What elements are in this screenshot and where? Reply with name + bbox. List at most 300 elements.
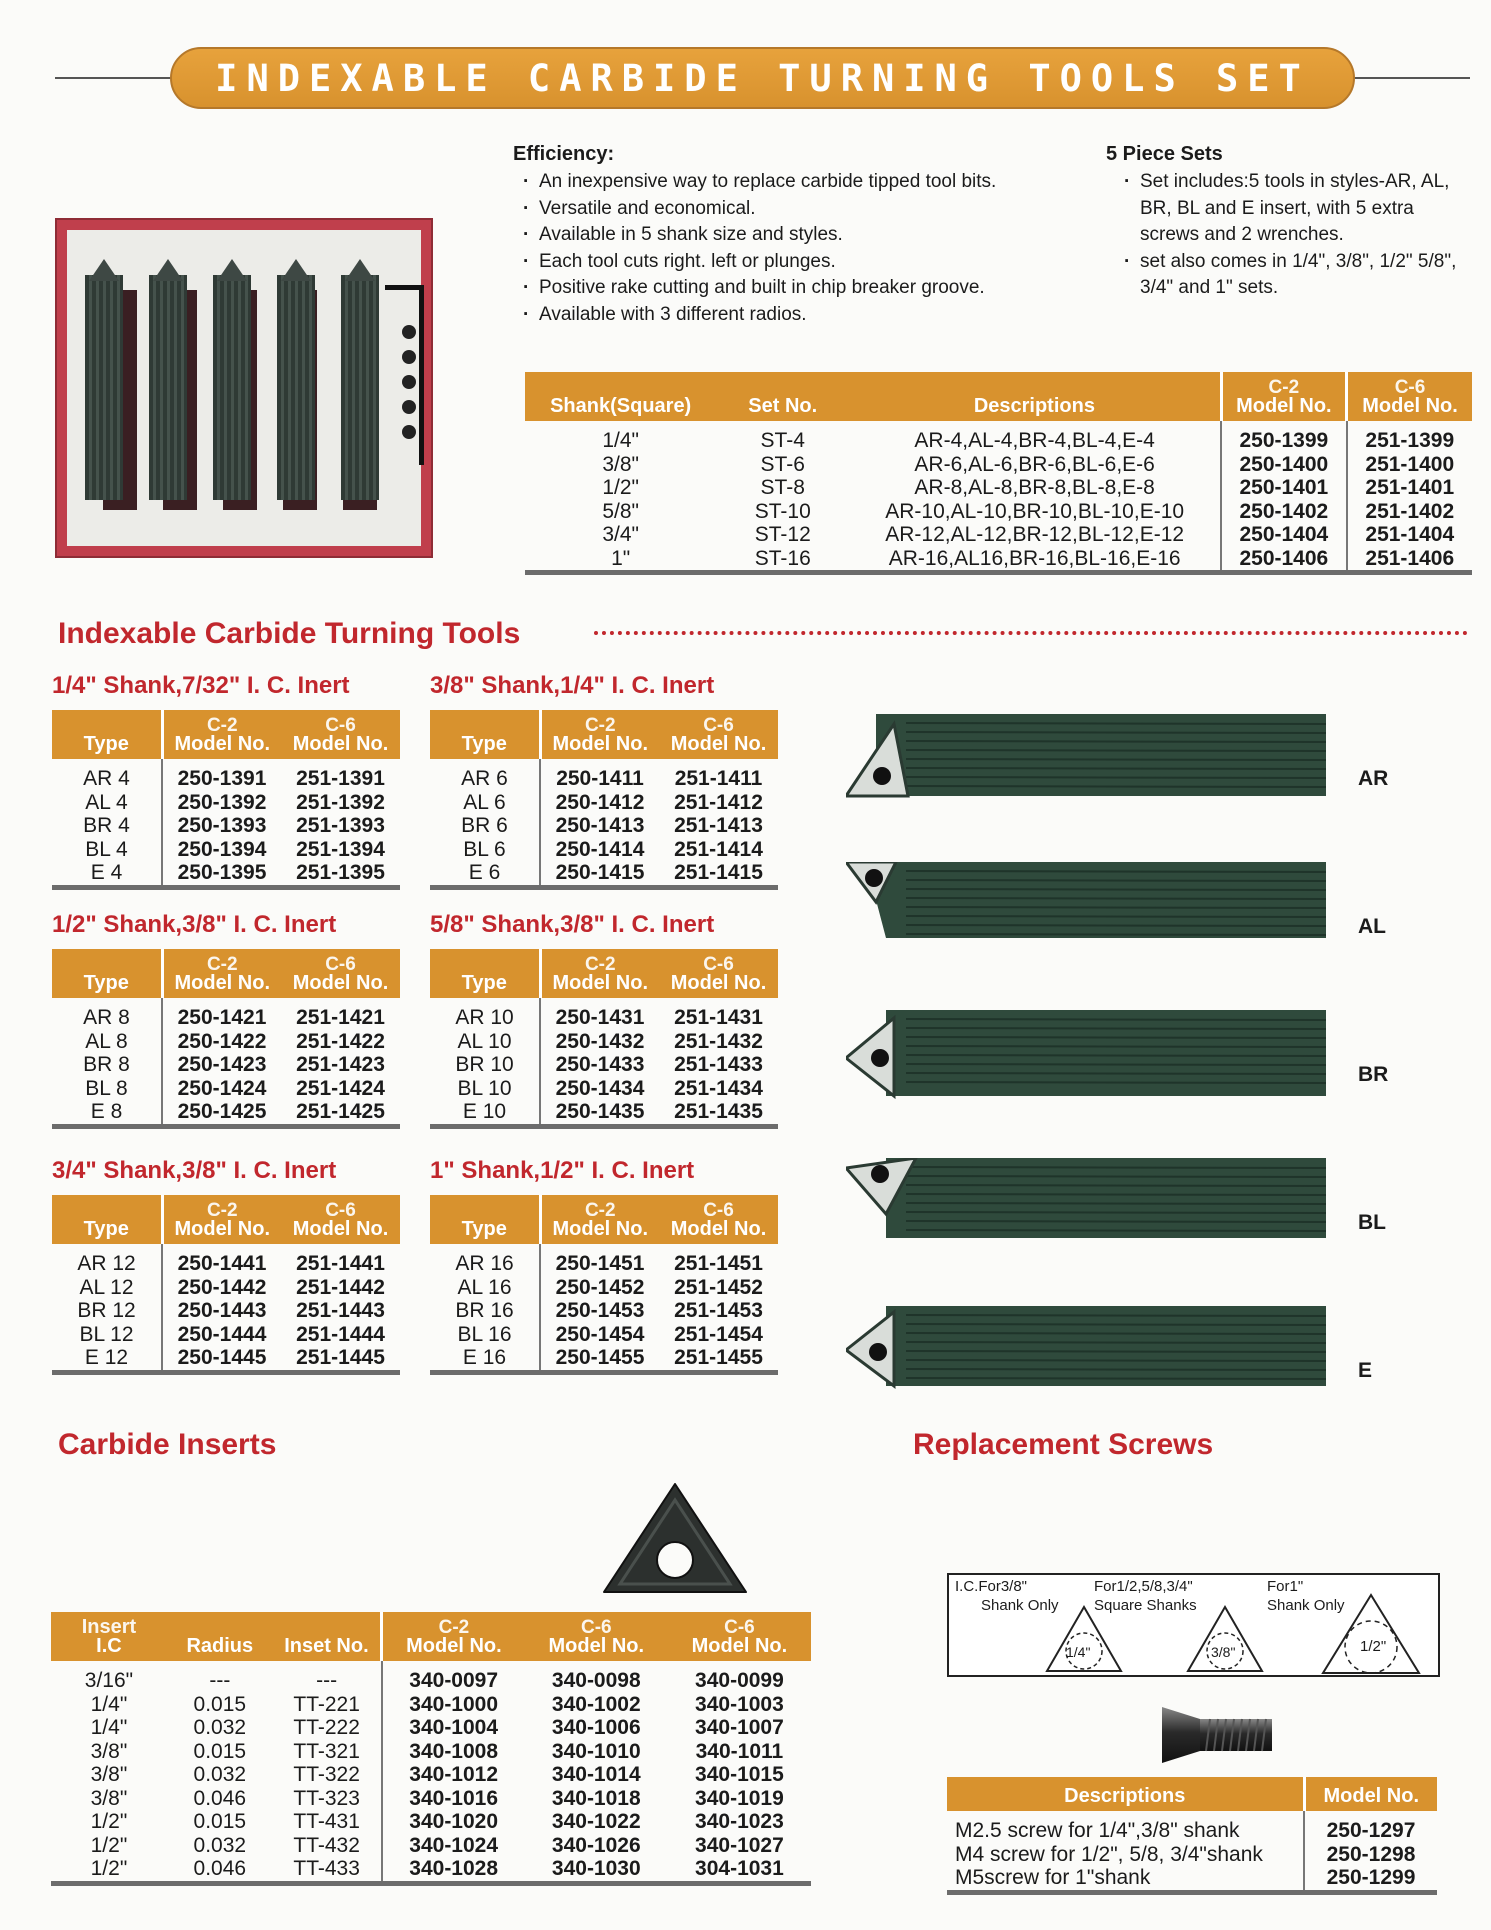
c6-model-cell: 340-1015 xyxy=(695,1763,784,1786)
model-label: Model No. xyxy=(292,733,389,755)
radius-cell: 0.032 xyxy=(193,1763,247,1786)
screw-description-cell: M2.5 screw for 1/4",3/8" shank xyxy=(955,1819,1240,1842)
type-cell: AR 12 xyxy=(77,1252,136,1275)
c2-model-cell: 250-1404 xyxy=(1221,523,1346,547)
table-row xyxy=(430,814,778,838)
col-c2-model xyxy=(162,949,281,998)
type-cell: BL 4 xyxy=(85,837,128,861)
table-row xyxy=(430,998,778,1030)
col-c2-model xyxy=(540,1195,659,1244)
c2-label: C-2 xyxy=(584,954,616,975)
screw-description-cell: M4 screw for 1/2", 5/8, 3/4"shank xyxy=(955,1842,1263,1866)
col-type: Type xyxy=(52,710,162,759)
c6-label: C-6 xyxy=(703,715,734,736)
diagram-caption: Shank Only xyxy=(1267,1597,1345,1614)
c2-model-cell: 250-1432 xyxy=(540,1030,659,1054)
model-label: Model No. xyxy=(174,1218,271,1240)
c6-model-cell: 251-1392 xyxy=(296,790,385,814)
type-cell: E 16 xyxy=(462,1346,507,1369)
col-shank: Shank(Square) xyxy=(525,372,716,421)
table-row xyxy=(51,1716,811,1740)
table-row xyxy=(525,500,1472,524)
screw-description-cell: M5screw for 1"shank xyxy=(955,1866,1151,1889)
c6-model-cell: 251-1435 xyxy=(674,1100,763,1123)
insert-ic-cell: 1/2" xyxy=(90,1810,128,1833)
type-cell: AL 12 xyxy=(79,1275,134,1299)
col-model-no: Model No. xyxy=(1304,1777,1437,1811)
c2-model-cell: 250-1425 xyxy=(162,1100,281,1126)
type-cell: E 12 xyxy=(84,1346,129,1369)
tool-style-label: E xyxy=(1358,1359,1373,1382)
c6-model-cell: 251-1415 xyxy=(674,861,763,884)
c2-model-cell: 250-1423 xyxy=(162,1053,281,1077)
c2-model-cell: 250-1411 xyxy=(540,759,659,791)
c2-model-cell: 250-1455 xyxy=(540,1346,659,1372)
col-c6-model xyxy=(281,710,400,759)
table-row xyxy=(430,1346,778,1372)
piece-sets-item: · set also comes in 1/4", 3/8", 1/2" 5/8", 3/4" and 1" sets. xyxy=(1106,249,1476,302)
type-cell: AR 4 xyxy=(83,767,130,790)
c6-model-cell: 340-1023 xyxy=(695,1810,784,1833)
radius-cell: --- xyxy=(209,1669,231,1692)
screw-model-cell: 250-1298 xyxy=(1304,1843,1437,1867)
c6-model-cell: 251-1402 xyxy=(1347,500,1472,524)
insert-ic-cell: 1/2" xyxy=(90,1833,128,1857)
model-label: Model No. xyxy=(552,1218,649,1240)
c6-model-cell: 251-1424 xyxy=(296,1076,385,1100)
piece-sets-item: · Set includes:5 tools in styles-AR, AL, BR, BL and E insert, with 5 extra screws and 2 wrenches. xyxy=(1106,169,1476,249)
c6-label: C-6 xyxy=(325,954,356,975)
efficiency-item: · An inexpensive way to replace carbide tipped tool bits. xyxy=(513,169,1103,196)
shank-group-title: 1" Shank,1/2" I. C. Inert xyxy=(430,1157,695,1184)
c2-model-cell: 250-1400 xyxy=(1221,453,1346,477)
c2-model-cell: 250-1394 xyxy=(162,838,281,862)
tool-al-drawing xyxy=(846,862,1338,954)
set-no-cell: ST-8 xyxy=(760,476,805,499)
c2-model-cell: 340-1012 xyxy=(382,1763,525,1787)
table-row xyxy=(430,1100,778,1126)
c6-model-cell: 251-1444 xyxy=(296,1322,385,1346)
c6-label: C-6 xyxy=(703,954,734,975)
c2-label: C-2 xyxy=(1268,377,1300,398)
c2-model-cell: 250-1415 xyxy=(540,861,659,887)
tool-style-label: AR xyxy=(1358,767,1389,790)
table-row xyxy=(51,1787,811,1811)
c6-model-cell: 251-1395 xyxy=(296,861,385,884)
triangle-icon xyxy=(1321,1593,1421,1675)
type-cell: E 10 xyxy=(462,1100,507,1123)
c2-model-cell: 250-1445 xyxy=(162,1346,281,1372)
c6-label: C-6 xyxy=(325,1200,356,1221)
description-cell: AR-12,AL-12,BR-12,BL-12,E-12 xyxy=(885,523,1185,546)
col-type: Type xyxy=(52,949,162,998)
screw-model-cell: 250-1299 xyxy=(1304,1866,1437,1892)
c6-model-cell: 251-1452 xyxy=(674,1275,763,1299)
c6-model-cell: 251-1431 xyxy=(674,1006,763,1029)
c6-model-cell: 251-1399 xyxy=(1347,421,1472,453)
c6-model-cell: 340-1011 xyxy=(695,1739,784,1763)
diagram-caption: For1/2,5/8,3/4" xyxy=(1094,1578,1193,1595)
col-inset-no: Inset No. xyxy=(273,1612,382,1661)
c6-model-cell: 251-1406 xyxy=(1347,547,1472,573)
c6-label: C-6 xyxy=(580,1617,612,1638)
table-row xyxy=(51,1763,811,1787)
table-row xyxy=(52,1077,400,1101)
table-row xyxy=(51,1834,811,1858)
table-row xyxy=(430,1299,778,1323)
carbide-insert-icon xyxy=(600,1480,750,1600)
diagram-caption: Square Shanks xyxy=(1094,1597,1197,1614)
turning-tool-table xyxy=(52,1195,400,1375)
inset-no-cell: TT-433 xyxy=(293,1857,360,1880)
c6-model-cell: 251-1421 xyxy=(296,1006,385,1029)
c2-model-cell: 250-1434 xyxy=(540,1077,659,1101)
c2-model-cell: 250-1431 xyxy=(540,998,659,1030)
radius-cell: 0.015 xyxy=(193,1692,247,1716)
table-row xyxy=(525,453,1472,477)
c2-model-cell: 250-1421 xyxy=(162,998,281,1030)
model-label: Model No. xyxy=(548,1635,645,1657)
table-row xyxy=(430,759,778,791)
description-cell: AR-6,AL-6,BR-6,BL-6,E-6 xyxy=(914,452,1155,476)
c6-model-cell: 251-1455 xyxy=(674,1346,763,1369)
c2-model-cell: 250-1451 xyxy=(540,1244,659,1276)
c2-model-cell: 250-1454 xyxy=(540,1323,659,1347)
model-label: Model No. xyxy=(691,1635,788,1657)
piece-sets-section xyxy=(1106,143,1476,302)
type-cell: AL 8 xyxy=(85,1029,128,1053)
model-label: Model No. xyxy=(406,1635,502,1657)
screw-model-cell: 250-1297 xyxy=(1304,1811,1437,1843)
table-row xyxy=(947,1811,1437,1843)
c2-model-cell: 250-1435 xyxy=(540,1100,659,1126)
table-row xyxy=(52,1100,400,1126)
efficiency-item: · Positive rake cutting and built in chip breaker groove. xyxy=(513,275,1103,302)
efficiency-section xyxy=(513,143,1103,328)
col-c6-model xyxy=(659,949,778,998)
tool-style-label: AL xyxy=(1358,915,1386,938)
shank-cell: 3/8" xyxy=(602,452,639,476)
table-row xyxy=(430,1323,778,1347)
col-c6-model xyxy=(659,710,778,759)
c2-model-cell: 250-1413 xyxy=(540,814,659,838)
ic-label: I.C xyxy=(96,1635,122,1657)
c2-model-cell: 250-1414 xyxy=(540,838,659,862)
table-row xyxy=(52,1323,400,1347)
type-cell: AR 6 xyxy=(461,767,508,790)
table-row xyxy=(947,1866,1437,1892)
insert-ic-cell: 3/8" xyxy=(90,1786,128,1810)
c2-label: C-2 xyxy=(584,1200,616,1221)
replacement-screws-title: Replacement Screws xyxy=(913,1428,1214,1461)
c2-model-cell: 340-1008 xyxy=(382,1740,525,1764)
tool-bl-drawing xyxy=(846,1158,1338,1250)
c6-model-cell: 251-1413 xyxy=(674,814,763,837)
tool-set-photo xyxy=(55,218,433,558)
inset-no-cell: TT-321 xyxy=(293,1739,360,1763)
table-row xyxy=(52,838,400,862)
radius-cell: 0.046 xyxy=(193,1786,247,1810)
c2-model-cell: 250-1424 xyxy=(162,1077,281,1101)
carbide-inserts-title: Carbide Inserts xyxy=(58,1428,277,1461)
c6-model-cell: 340-1019 xyxy=(695,1786,784,1810)
type-cell: BR 8 xyxy=(83,1053,130,1076)
c2-model-cell: 340-1000 xyxy=(382,1693,525,1717)
table-row xyxy=(52,791,400,815)
col-c6-model xyxy=(281,949,400,998)
efficiency-item: · Each tool cuts right. left or plunges. xyxy=(513,249,1103,276)
set-no-cell: ST-16 xyxy=(754,546,811,570)
shank-group-title: 3/8" Shank,1/4" I. C. Inert xyxy=(430,672,715,699)
table-row xyxy=(51,1857,811,1883)
c6-model-cell: 340-0099 xyxy=(695,1669,784,1692)
turning-tool-table xyxy=(52,949,400,1129)
c2-model-cell: 250-1412 xyxy=(540,791,659,815)
c6-model-cell: 340-1014 xyxy=(551,1763,641,1786)
set-no-cell: ST-6 xyxy=(760,452,805,476)
set-no-cell: ST-4 xyxy=(760,429,805,452)
radius-cell: 0.015 xyxy=(193,1810,247,1833)
c2-model-cell: 250-1392 xyxy=(162,791,281,815)
c2-label: C-2 xyxy=(438,1617,470,1638)
c6-model-cell: 251-1411 xyxy=(674,767,763,790)
c2-model-cell: 250-1395 xyxy=(162,861,281,887)
c2-model-cell: 250-1441 xyxy=(162,1244,281,1276)
col-c6-model xyxy=(281,1195,400,1244)
c2-model-cell: 250-1433 xyxy=(540,1053,659,1077)
inset-no-cell: TT-431 xyxy=(293,1810,360,1833)
shank-cell: 5/8" xyxy=(602,499,639,523)
c6-model-cell: 251-1443 xyxy=(296,1299,385,1322)
model-label: Model No. xyxy=(174,972,271,994)
c2-model-cell: 250-1442 xyxy=(162,1276,281,1300)
model-label: Model No. xyxy=(670,1218,767,1240)
table-row xyxy=(52,998,400,1030)
c2-model-cell: 250-1402 xyxy=(1221,500,1346,524)
c6-label: C-6 xyxy=(703,1200,734,1221)
c6-model-cell: 251-1394 xyxy=(296,837,385,861)
c6-model-cell: 251-1442 xyxy=(296,1275,385,1299)
table-row xyxy=(430,1053,778,1077)
model-label: Model No. xyxy=(292,1218,389,1240)
banner-rule-left xyxy=(55,77,175,79)
description-cell: AR-8,AL-8,BR-8,BL-8,E-8 xyxy=(914,476,1155,499)
c6-model-cell: 251-1441 xyxy=(296,1252,385,1275)
insert-ic-cell: 1/4" xyxy=(90,1716,128,1739)
c6-model-cell: 251-1432 xyxy=(674,1029,763,1053)
shank-group-title: 1/2" Shank,3/8" I. C. Inert xyxy=(52,911,337,938)
type-cell: AR 8 xyxy=(83,1006,130,1029)
c6-model-cell: 340-1027 xyxy=(695,1833,784,1857)
type-cell: E 8 xyxy=(90,1100,123,1123)
ic-size-label: 1/2" xyxy=(1360,1638,1387,1655)
type-cell: AL 4 xyxy=(85,790,128,814)
c6-model-cell: 340-1007 xyxy=(695,1716,784,1739)
col-c2-model xyxy=(382,1612,525,1661)
c6-model-cell: 340-1030 xyxy=(551,1857,641,1880)
model-label: Model No. xyxy=(552,733,649,755)
shank-group-title: 3/4" Shank,3/8" I. C. Inert xyxy=(52,1157,337,1184)
col-type: Type xyxy=(52,1195,162,1244)
c6-model-cell: 251-1423 xyxy=(296,1053,385,1076)
inset-no-cell: TT-432 xyxy=(293,1833,360,1857)
efficiency-item: · Available with 3 different radios. xyxy=(513,302,1103,329)
radius-cell: 0.032 xyxy=(193,1833,247,1857)
col-c2-model xyxy=(540,949,659,998)
c2-model-cell: 340-1016 xyxy=(382,1787,525,1811)
efficiency-item: · Available in 5 shank size and styles. xyxy=(513,222,1103,249)
col-c6-model xyxy=(1347,372,1472,421)
turning-tool-table xyxy=(430,949,778,1129)
piece-sets-heading: 5 Piece Sets xyxy=(1106,143,1223,165)
type-cell: BL 6 xyxy=(463,837,506,861)
c6-model-cell: 340-1018 xyxy=(551,1786,641,1810)
table-row xyxy=(430,861,778,887)
col-insert-ic xyxy=(51,1612,167,1661)
table-row xyxy=(525,476,1472,500)
ic-size-label: 1/4" xyxy=(1066,1644,1091,1660)
c6-model-cell: 340-1006 xyxy=(551,1716,641,1739)
col-descriptions: Descriptions xyxy=(849,372,1221,421)
shank-cell: 1" xyxy=(611,546,631,570)
c2-label: C-2 xyxy=(206,715,238,736)
c2-label: C-2 xyxy=(584,715,616,736)
inset-no-cell: TT-323 xyxy=(293,1786,360,1810)
c6-model-cell: 251-1425 xyxy=(296,1100,385,1123)
c2-model-cell: 250-1452 xyxy=(540,1276,659,1300)
col-radius: Radius xyxy=(167,1612,273,1661)
c6-model-cell: 251-1422 xyxy=(296,1029,385,1053)
col-c2-model xyxy=(540,710,659,759)
radius-cell: 0.015 xyxy=(193,1739,247,1763)
type-cell: BL 12 xyxy=(79,1322,134,1346)
c2-model-cell: 340-1004 xyxy=(382,1716,525,1740)
set-table xyxy=(525,372,1472,575)
shank-cell: 3/4" xyxy=(602,523,639,546)
table-row xyxy=(430,1030,778,1054)
c2-label: C-2 xyxy=(206,954,238,975)
c6-model-cell: 340-0098 xyxy=(551,1669,641,1692)
dotted-rule xyxy=(594,631,1468,635)
type-cell: AL 16 xyxy=(457,1275,512,1299)
tool-e-drawing xyxy=(846,1306,1338,1398)
c2-model-cell: 340-1020 xyxy=(382,1810,525,1834)
c6-model-cell: 251-1412 xyxy=(674,790,763,814)
screw-size-diagram xyxy=(947,1573,1440,1677)
c6-model-cell: 340-1026 xyxy=(551,1833,641,1857)
type-cell: E 4 xyxy=(90,861,123,884)
type-cell: BR 6 xyxy=(461,814,508,837)
table-row xyxy=(52,1030,400,1054)
description-cell: AR-4,AL-4,BR-4,BL-4,E-4 xyxy=(914,429,1155,452)
c6-model-cell: 251-1454 xyxy=(674,1322,763,1346)
c2-model-cell: 250-1391 xyxy=(162,759,281,791)
type-cell: AR 10 xyxy=(455,1006,514,1029)
c6-model-cell: 251-1404 xyxy=(1347,523,1472,547)
c6-model-cell: 251-1414 xyxy=(674,837,763,861)
type-cell: BR 16 xyxy=(455,1299,514,1322)
radius-cell: 0.032 xyxy=(193,1716,247,1739)
c6-model-cell: 251-1451 xyxy=(674,1252,763,1275)
table-row xyxy=(51,1661,811,1693)
type-cell: E 6 xyxy=(468,861,501,884)
c6-model-cell: 251-1400 xyxy=(1347,453,1472,477)
c2-model-cell: 340-1024 xyxy=(382,1834,525,1858)
c6-label: C-6 xyxy=(325,715,356,736)
c2-model-cell: 250-1444 xyxy=(162,1323,281,1347)
banner-rule-right xyxy=(1350,77,1470,79)
c2-model-cell: 250-1406 xyxy=(1221,547,1346,573)
type-cell: BR 10 xyxy=(455,1053,514,1076)
efficiency-item: · Versatile and economical. xyxy=(513,196,1103,223)
c2-model-cell: 250-1401 xyxy=(1221,476,1346,500)
set-no-cell: ST-10 xyxy=(754,499,811,523)
table-row xyxy=(52,1276,400,1300)
c6-model-cell: 251-1445 xyxy=(296,1346,385,1369)
insert-ic-cell: 1/2" xyxy=(90,1857,128,1880)
insert-label: Insert xyxy=(81,1616,137,1638)
table-row xyxy=(430,1077,778,1101)
turning-tool-table xyxy=(430,1195,778,1375)
col-c6-model xyxy=(525,1612,668,1661)
radius-cell: 0.046 xyxy=(193,1857,247,1880)
table-row xyxy=(525,421,1472,453)
model-label: Model No. xyxy=(552,972,649,994)
carbide-inserts-table xyxy=(51,1612,811,1886)
screw-icon xyxy=(1160,1705,1275,1765)
table-row xyxy=(51,1740,811,1764)
table-row xyxy=(947,1843,1437,1867)
c6-model-cell: 340-1002 xyxy=(551,1692,641,1716)
turning-tool-table xyxy=(52,710,400,890)
c6-model-cell: 251-1453 xyxy=(674,1299,763,1322)
turning-tools-title: Indexable Carbide Turning Tools xyxy=(58,617,521,650)
type-cell: BL 10 xyxy=(457,1076,512,1100)
table-row xyxy=(52,1299,400,1323)
insert-ic-cell: 3/16" xyxy=(84,1669,134,1692)
tool-style-label: BL xyxy=(1358,1211,1386,1234)
triangle-icon xyxy=(1045,1605,1123,1673)
diagram-caption: I.C.For3/8" xyxy=(955,1578,1028,1595)
type-cell: AR 16 xyxy=(455,1252,514,1275)
table-row xyxy=(430,1244,778,1276)
table-row xyxy=(525,547,1472,573)
diagram-caption: Shank Only xyxy=(981,1597,1059,1614)
model-label: Model No. xyxy=(1236,395,1332,417)
col-set-no: Set No. xyxy=(716,372,849,421)
col-type: Type xyxy=(430,949,540,998)
table-row xyxy=(51,1693,811,1717)
insert-ic-cell: 1/4" xyxy=(90,1692,128,1716)
col-c6-model xyxy=(659,1195,778,1244)
insert-ic-cell: 3/8" xyxy=(90,1763,128,1786)
table-row xyxy=(51,1810,811,1834)
c6-model-cell: 340-1022 xyxy=(551,1810,641,1833)
set-no-cell: ST-12 xyxy=(754,523,811,546)
shank-cell: 1/2" xyxy=(602,476,639,499)
type-cell: AL 10 xyxy=(457,1029,512,1053)
c2-model-cell: 250-1393 xyxy=(162,814,281,838)
model-label: Model No. xyxy=(670,972,767,994)
table-row xyxy=(52,759,400,791)
type-cell: BR 12 xyxy=(77,1299,136,1322)
triangle-icon xyxy=(1186,1605,1264,1673)
model-label: Model No. xyxy=(174,733,271,755)
table-row xyxy=(430,838,778,862)
shank-cell: 1/4" xyxy=(602,429,639,452)
shank-group-title: 5/8" Shank,3/8" I. C. Inert xyxy=(430,911,715,938)
c2-label: C-2 xyxy=(206,1200,238,1221)
